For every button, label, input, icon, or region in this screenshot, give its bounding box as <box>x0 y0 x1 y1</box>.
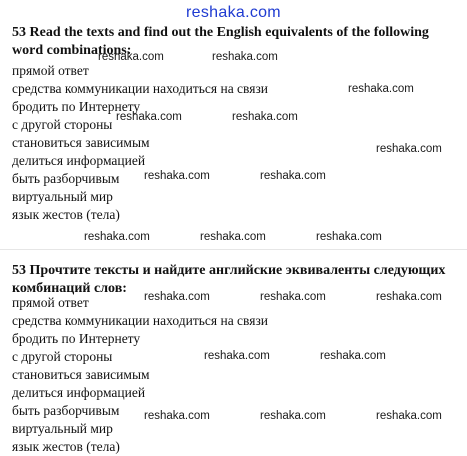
watermark: reshaka.com <box>260 291 326 303</box>
watermark: reshaka.com <box>98 51 164 63</box>
phrase-line: средства коммуникации находиться на связи <box>12 313 269 328</box>
phrase-line: делиться информацией <box>12 153 146 168</box>
phrase-line: быть разборчивым <box>12 171 120 186</box>
phrase-line: с другой стороны <box>12 117 113 132</box>
watermark: reshaka.com <box>212 51 278 63</box>
phrase-line: виртуальный мир <box>12 189 113 204</box>
watermark: reshaka.com <box>144 291 210 303</box>
phrase-line: становиться зависимым <box>12 367 150 382</box>
phrase-line: бродить по Интернету <box>12 331 141 346</box>
watermark: reshaka.com <box>260 410 326 422</box>
watermark: reshaka.com <box>316 231 382 243</box>
phrase-line: бродить по Интернету <box>12 99 141 114</box>
watermark: reshaka.com <box>232 111 298 123</box>
phrase-line: становиться зависимым <box>12 135 150 150</box>
phrase-line: с другой стороны <box>12 349 113 364</box>
watermark: reshaka.com <box>116 111 182 123</box>
phrase-line: быть разборчивым <box>12 403 120 418</box>
phrase-line: средства коммуникации находиться на связи <box>12 81 269 96</box>
phrase-line: язык жестов (тела) <box>12 207 120 222</box>
exercise-heading-russian: 53 Прочтите тексты и найдите английские эквиваленты следующих комбинаций слов: <box>12 263 446 296</box>
phrase-line: делиться информацией <box>12 385 146 400</box>
watermark: reshaka.com <box>144 410 210 422</box>
watermark: reshaka.com <box>84 231 150 243</box>
watermark: reshaka.com <box>204 350 270 362</box>
watermark: reshaka.com <box>200 231 266 243</box>
phrase-line: прямой ответ <box>12 63 89 78</box>
watermark: reshaka.com <box>260 170 326 182</box>
watermark: reshaka.com <box>376 291 442 303</box>
watermark: reshaka.com <box>144 170 210 182</box>
watermark: reshaka.com <box>348 83 414 95</box>
phrase-line: виртуальный мир <box>12 421 113 436</box>
phrase-line: прямой ответ <box>12 295 89 310</box>
watermark: reshaka.com <box>376 410 442 422</box>
phrase-line: язык жестов (тела) <box>12 439 120 454</box>
section-divider <box>0 249 467 250</box>
site-logo[interactable]: reshaka.com <box>186 4 281 21</box>
watermark: reshaka.com <box>376 143 442 155</box>
watermark: reshaka.com <box>320 350 386 362</box>
exercise-heading-english: 53 Read the texts and find out the English equivalents of the following word combinations: <box>12 25 429 58</box>
